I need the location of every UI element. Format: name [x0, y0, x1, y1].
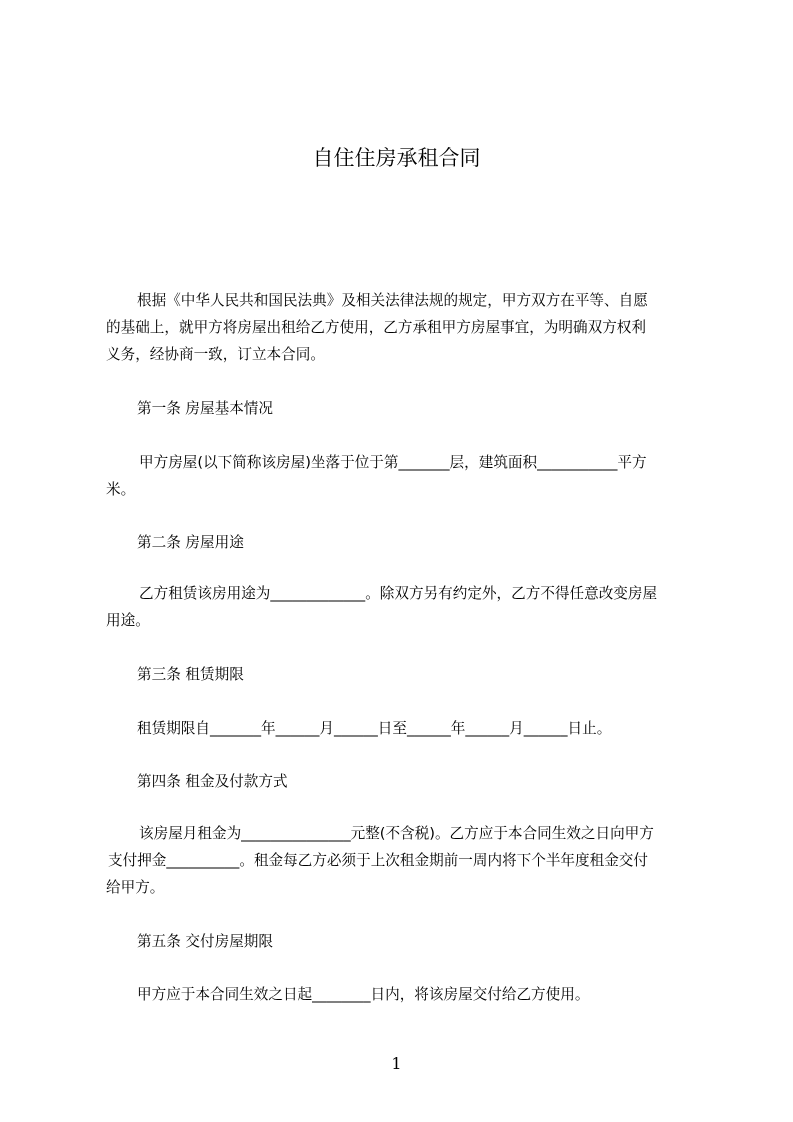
article-heading: 第二条 房屋用途 [137, 534, 244, 551]
article-paragraph [106, 715, 700, 742]
article-line: 该房屋月租金为_______________元整(不含税)。乙方应于本合同生效之日向甲方 [139, 825, 654, 842]
article-heading: 第五条 交付房屋期限 [137, 933, 273, 950]
preamble-line: 义务，经协商一致，订立本合同。 [106, 346, 325, 363]
article-paragraph [106, 981, 700, 1008]
preamble-line: 根据《中华人民共和国民法典》及相关法律法规的规定，甲方双方在平等、自愿 [137, 292, 648, 309]
article-line: 甲方房屋(以下简称该房屋)坐落于位于第_______层，建筑面积___________平方 [139, 454, 647, 471]
article-heading: 第一条 房屋基本情况 [137, 400, 273, 417]
article-line: 用途。 [106, 612, 150, 629]
article-line: 给甲方。 [106, 879, 165, 896]
article-paragraph [106, 449, 700, 503]
article-line: 乙方租赁该房用途为_____________。除双方另有约定外，乙方不得任意改变房屋 [139, 585, 658, 602]
article-heading: 第四条 租金及付款方式 [137, 773, 288, 790]
page-number: 1 [391, 1054, 402, 1073]
article-paragraph [106, 580, 700, 634]
article-line: 米。 [106, 481, 136, 498]
preamble-line: 的基础上，就甲方将房屋出租给乙方使用，乙方承租甲方房屋事宜，为明确双方权利 [106, 319, 646, 336]
preamble-paragraph [106, 287, 700, 368]
article-line: 支付押金__________。租金每乙方必须于上次租金期前一周内将下个半年度租金交付 [108, 852, 648, 869]
article-line: 甲方应于本合同生效之日起________日内，将该房屋交付给乙方使用。 [137, 986, 590, 1003]
article-heading: 第三条 租赁期限 [137, 666, 244, 683]
article-paragraph [106, 820, 700, 901]
document-title: 自住住房承租合同 [312, 146, 481, 170]
article-line: 租赁期限自_______年______月______日至______年______月______日止。 [137, 720, 612, 737]
